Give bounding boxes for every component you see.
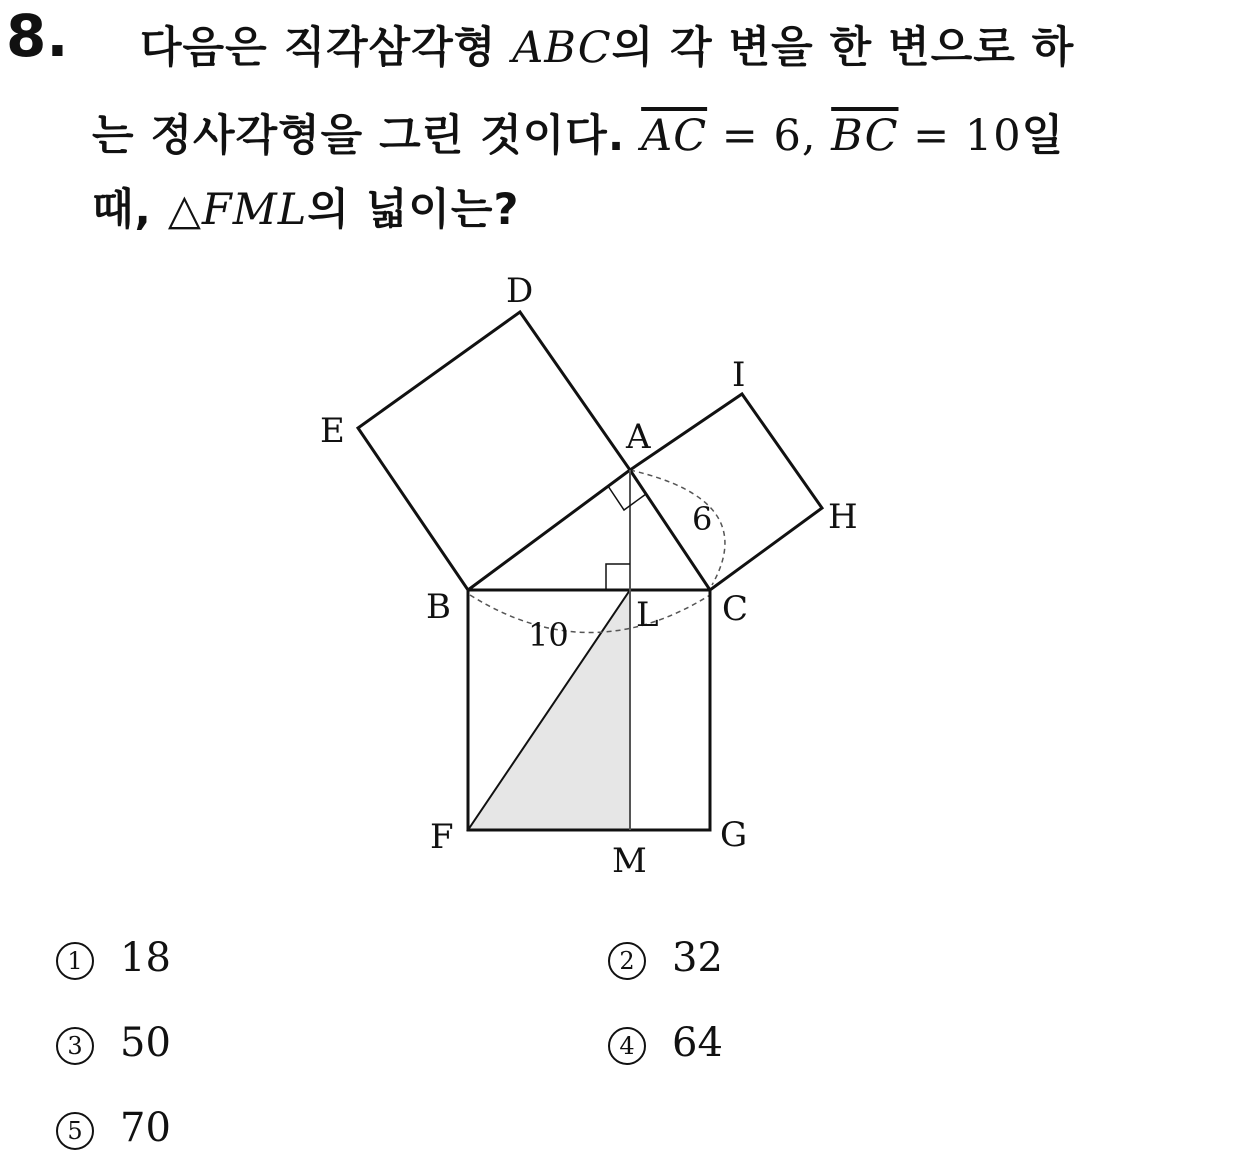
question-text: 의 각 변을 한 변으로 하	[611, 23, 1075, 73]
question-text: 때,	[92, 185, 168, 235]
right-angle-a	[608, 486, 646, 510]
choice-2[interactable]	[608, 935, 723, 981]
label-a: A	[626, 417, 651, 457]
choice-3-value: 50	[120, 1020, 171, 1066]
question-text: 다음은 직각삼각형	[140, 23, 513, 73]
choice-4-value: 64	[672, 1020, 723, 1066]
right-angle-l	[606, 564, 630, 590]
choice-2-value: 32	[672, 935, 723, 981]
label-h: H	[828, 497, 858, 537]
choice-3-mark: 3	[56, 1027, 94, 1065]
triangle-name: ABC	[512, 23, 612, 73]
length-ac-label: 6	[692, 500, 713, 538]
choice-1-value: 18	[120, 935, 171, 981]
label-l: L	[636, 595, 659, 635]
choice-1-mark: 1	[56, 942, 94, 980]
label-b: B	[426, 587, 451, 627]
label-g: G	[720, 815, 748, 855]
segment-bc: $\overline{BC}$	[831, 111, 899, 161]
triangle-fml: FML	[201, 185, 308, 235]
question-text: 의 넓이는?	[307, 185, 520, 235]
choice-3[interactable]	[56, 1020, 171, 1066]
segment-ac: $\overline{AC}$	[641, 111, 708, 161]
label-c: C	[722, 589, 749, 629]
choice-4-mark: 4	[608, 1027, 646, 1065]
choice-1[interactable]	[56, 935, 171, 981]
length-bc-label: 10	[528, 616, 569, 654]
label-d: D	[506, 271, 534, 311]
question-number: 8.	[6, 2, 69, 70]
segment-ac-value: = 6,	[707, 111, 832, 161]
choice-2-mark: 2	[608, 942, 646, 980]
choice-5[interactable]	[56, 1105, 171, 1151]
square-achi	[630, 394, 822, 590]
segment-bc-value: = 10	[898, 111, 1022, 161]
question-text: 일	[1021, 111, 1065, 161]
label-i: I	[732, 355, 746, 395]
triangle-symbol: △	[167, 185, 202, 235]
choice-5-value: 70	[120, 1105, 171, 1151]
label-m: M	[612, 841, 647, 881]
choice-5-mark: 5	[56, 1112, 94, 1150]
label-e: E	[320, 411, 345, 451]
label-f: F	[430, 817, 454, 857]
square-abde	[358, 312, 630, 590]
question-text: 는 정사각형을 그린 것이다.	[92, 111, 642, 161]
arc-bc	[470, 595, 710, 633]
choice-4[interactable]	[608, 1020, 723, 1066]
